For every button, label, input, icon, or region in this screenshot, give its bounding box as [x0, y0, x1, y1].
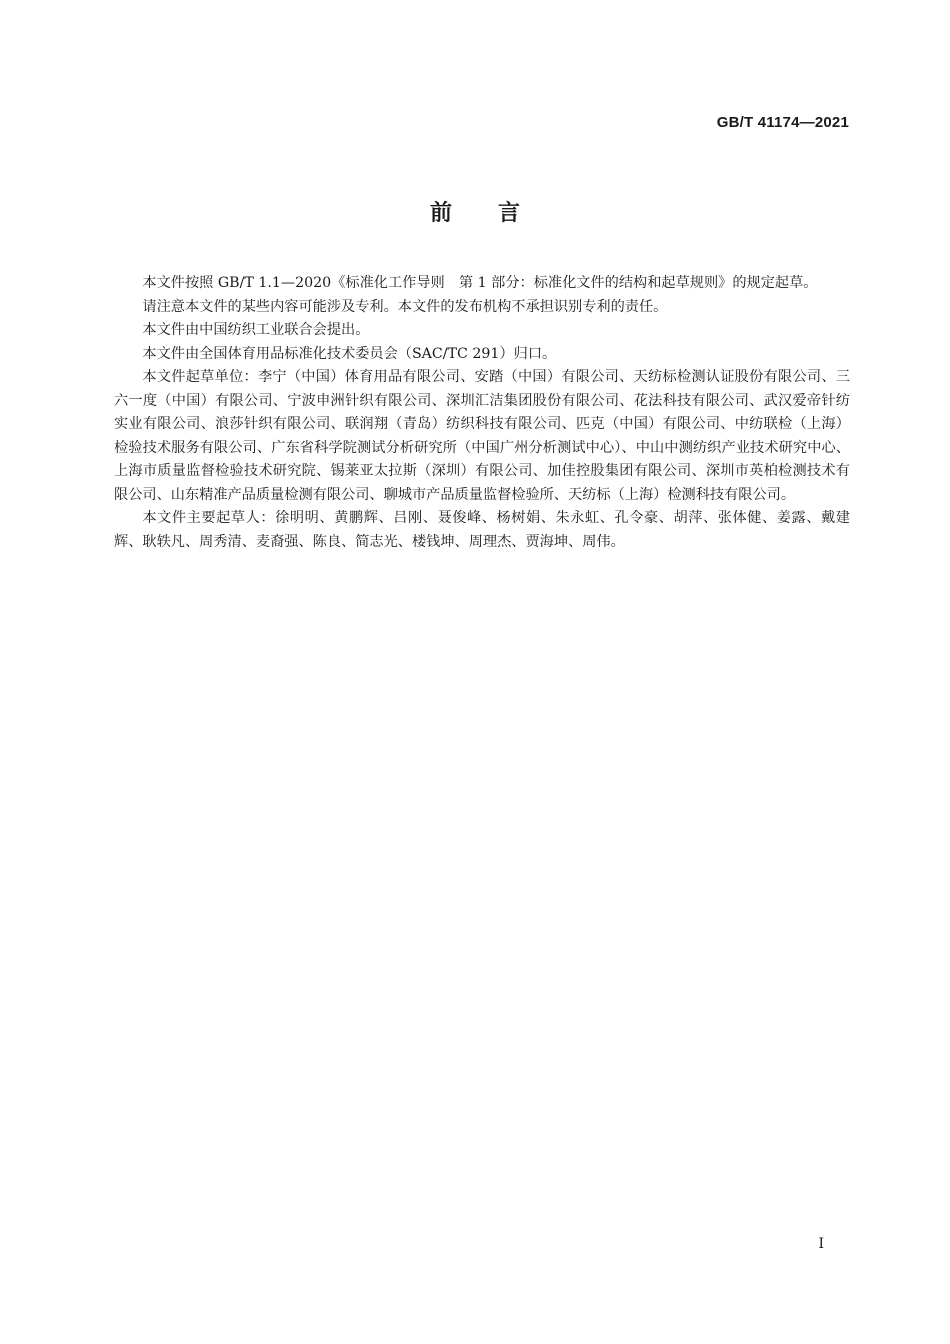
- paragraph-centralized-by: 本文件由全国体育用品标准化技术委员会（SAC/TC 291）归口。: [142, 345, 557, 362]
- standard-number: GB/T 41174—2021: [716, 114, 849, 131]
- paragraph-drafting-units: 本文件起草单位：李宁（中国）体育用品有限公司、安踏（中国）有限公司、天纺标检测认证股份有限公司、三六一度（中国）有限公司、宁波申洲针织有限公司、深圳汇洁集团股份有限公司、花法科技有限公司、武汉爱帝针纺实业有限公司、浪莎针织有限公司、联润翔（青岛）纺织科技有限公司、匹克（中国）有限公司、中纺联检（上海）检验技术服务有限公司、广东省科学院测试分析研究所（中国广州分析测试中心）、中山中测纺织产业技术研究中心、上海市质量监督检验技术研究院、锡莱亚太拉斯（深圳）有限公司、加佳控股集团有限公司、深圳市英柏检测技术有限公司、山东精准产品质量检测有限公司、聊城市产品质量监督检验所、天纺标（上海）检测科技有限公司。: [114, 369, 850, 503]
- paragraph-drafters: 本文件主要起草人：徐明明、黄鹏辉、吕刚、聂俊峰、杨树娟、朱永虹、孔令豪、胡萍、张体健、姜露、戴建辉、耿轶凡、周秀清、麦裔强、陈良、简志光、楼钱坤、周理杰、贾海坤、周伟。: [114, 510, 850, 550]
- page-title: 前言: [429, 201, 566, 226]
- page-number: I: [818, 1236, 824, 1252]
- paragraph-proposer: 本文件由中国纺织工业联合会提出。: [142, 322, 370, 338]
- paragraph-patent-notice: 请注意本文件的某些内容可能涉及专利。本文件的发布机构不承担识别专利的责任。: [142, 298, 668, 315]
- paragraph-drafting-basis: 本文件按照 GB/T 1.1—2020《标准化工作导则 第 1 部分：标准化文件的结构和起草规则》的规定起草。: [142, 275, 818, 291]
- foreword-body: [114, 272, 850, 554]
